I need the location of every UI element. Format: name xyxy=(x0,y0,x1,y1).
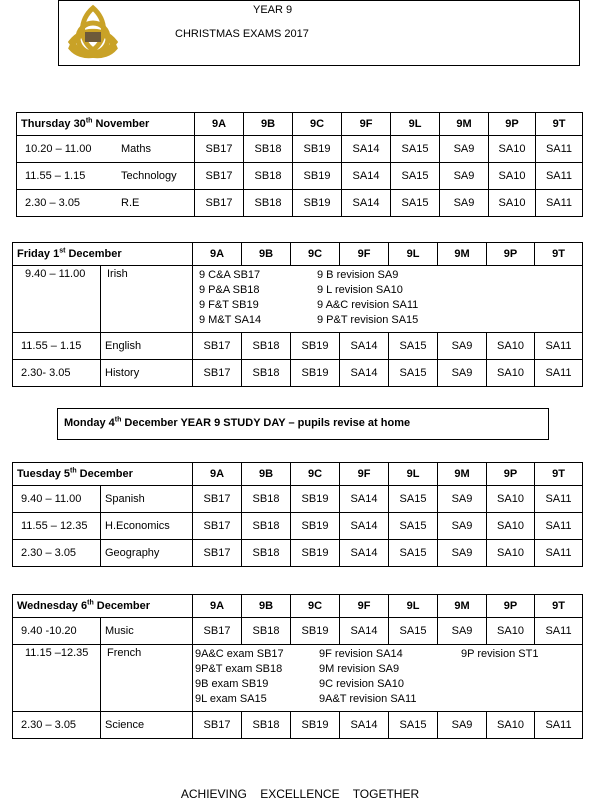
room-cell: SA9 xyxy=(438,540,487,567)
time-cell: 2.30 – 3.05 xyxy=(13,712,101,739)
time-cell: 11.15 –12.35 xyxy=(13,645,101,712)
room-cell: SB17 xyxy=(193,360,242,387)
room-cell: SA10 xyxy=(489,163,536,190)
class-header: 9B xyxy=(242,463,291,486)
room-cell: SA15 xyxy=(391,190,440,217)
room-cell: SB18 xyxy=(242,333,291,360)
room-cell: SB19 xyxy=(291,618,340,645)
class-header: 9A xyxy=(195,113,244,136)
table-row xyxy=(17,136,583,163)
room-cell: SB19 xyxy=(293,136,342,163)
room-cell: SB19 xyxy=(291,712,340,739)
class-header: 9B xyxy=(244,113,293,136)
room-cell: SA10 xyxy=(487,360,535,387)
room-cell: SB18 xyxy=(242,712,291,739)
room-cell: SA14 xyxy=(342,136,391,163)
school-crest-logo xyxy=(63,2,123,62)
room-cell: SA11 xyxy=(535,486,583,513)
room-cell: SA14 xyxy=(340,618,389,645)
room-cell: SB17 xyxy=(193,486,242,513)
class-header: 9M xyxy=(438,595,487,618)
time-cell: 11.55 – 1.15 xyxy=(13,333,101,360)
room-cell: SB18 xyxy=(242,513,291,540)
table-row xyxy=(13,618,583,645)
room-cell: SA9 xyxy=(440,190,489,217)
room-cell: SB18 xyxy=(242,486,291,513)
subject-cell: Geography xyxy=(101,540,193,567)
room-cell: SA11 xyxy=(536,136,583,163)
class-header: 9F xyxy=(340,243,389,266)
room-cell: SB18 xyxy=(242,540,291,567)
tuesday-table xyxy=(12,462,583,567)
room-cell: SB19 xyxy=(291,360,340,387)
room-cell: SA10 xyxy=(487,712,535,739)
subject-cell: History xyxy=(101,360,193,387)
table-row xyxy=(17,190,583,217)
room-cell: SB17 xyxy=(195,136,244,163)
room-cell: SA15 xyxy=(389,618,438,645)
room-cell: SA10 xyxy=(487,333,535,360)
room-cell: SB17 xyxy=(193,513,242,540)
time-cell: 9.40 -10.20 xyxy=(13,618,101,645)
room-cell: SA9 xyxy=(438,513,487,540)
class-header: 9B xyxy=(242,595,291,618)
time-subject-cell: 10.20 – 11.00 Maths xyxy=(17,136,195,163)
room-cell: SA15 xyxy=(389,712,438,739)
class-header: 9T xyxy=(535,243,583,266)
room-cell: SA9 xyxy=(438,618,487,645)
room-cell: SB19 xyxy=(291,540,340,567)
table-row xyxy=(13,513,583,540)
room-cell: SA14 xyxy=(340,360,389,387)
day-heading: Wednesday 6th December xyxy=(13,595,193,618)
class-header: 9T xyxy=(536,113,583,136)
day-heading: Tuesday 5th December xyxy=(13,463,193,486)
room-cell: SA10 xyxy=(487,540,535,567)
time-cell: 9.40 – 11.00 xyxy=(13,266,101,333)
room-cell: SA14 xyxy=(342,163,391,190)
room-cell: SA9 xyxy=(438,712,487,739)
room-cell: SA14 xyxy=(340,513,389,540)
subject-cell: H.Economics xyxy=(101,513,193,540)
room-cell: SB19 xyxy=(293,190,342,217)
table-row xyxy=(17,163,583,190)
class-header: 9A xyxy=(193,595,242,618)
time-cell: 9.40 – 11.00 xyxy=(13,486,101,513)
room-cell: SB17 xyxy=(195,163,244,190)
room-cell: SA11 xyxy=(535,540,583,567)
class-header: 9M xyxy=(438,463,487,486)
table-row xyxy=(13,486,583,513)
table-row xyxy=(13,645,583,712)
subject-cell: Irish xyxy=(101,266,193,333)
room-cell: SA9 xyxy=(438,333,487,360)
room-cell: SA15 xyxy=(389,333,438,360)
subject-cell: Spanish xyxy=(101,486,193,513)
thursday-table xyxy=(16,112,583,217)
irish-room-allocation: 9 C&A SB17 9 B revision SA9 9 P&A SB18 9 L revision SA10 9 F&T SB19 9 A&C revision SA11 9 M&T SA14 9 P&T revision SA15 xyxy=(193,266,583,333)
room-cell: SA15 xyxy=(389,486,438,513)
room-cell: SA15 xyxy=(389,360,438,387)
subject-cell: Science xyxy=(101,712,193,739)
room-cell: SA11 xyxy=(535,360,583,387)
room-cell: SB17 xyxy=(195,190,244,217)
time-cell: 2.30- 3.05 xyxy=(13,360,101,387)
room-cell: SB17 xyxy=(193,333,242,360)
day-heading: Friday 1st December xyxy=(13,243,193,266)
room-cell: SB19 xyxy=(291,333,340,360)
room-cell: SA14 xyxy=(340,333,389,360)
class-header: 9P xyxy=(487,595,535,618)
table-row xyxy=(13,360,583,387)
room-cell: SA14 xyxy=(340,712,389,739)
french-room-allocation: 9A&C exam SB17 9F revision SA14 9P revision ST1 9P&T exam SB18 9M revision SA9 9B exam SB19 9C revision SA10 9L exam SA15 9A&T revision SA11 xyxy=(193,645,583,712)
exam-title: CHRISTMAS EXAMS 2017 xyxy=(175,28,309,40)
room-cell: SA11 xyxy=(536,163,583,190)
room-cell: SA10 xyxy=(489,136,536,163)
subject-cell: English xyxy=(101,333,193,360)
room-cell: SA15 xyxy=(391,163,440,190)
class-header: 9M xyxy=(438,243,487,266)
room-cell: SA15 xyxy=(391,136,440,163)
room-cell: SB19 xyxy=(291,513,340,540)
table-row xyxy=(13,540,583,567)
class-header: 9C xyxy=(291,463,340,486)
year-heading: YEAR 9 xyxy=(253,4,293,16)
room-cell: SB17 xyxy=(193,618,242,645)
room-cell: SB18 xyxy=(244,136,293,163)
subject-cell: Music xyxy=(101,618,193,645)
class-header: 9L xyxy=(389,595,438,618)
room-cell: SA10 xyxy=(489,190,536,217)
class-header: 9F xyxy=(342,113,391,136)
time-cell: 11.55 – 12.35 xyxy=(13,513,101,540)
study-day-notice: Monday 4th December YEAR 9 STUDY DAY – pupils revise at home xyxy=(57,408,549,440)
table-row xyxy=(13,266,583,333)
room-cell: SA14 xyxy=(340,486,389,513)
time-cell: 2.30 – 3.05 xyxy=(13,540,101,567)
table-row xyxy=(13,333,583,360)
school-motto-footer: ACHIEVING EXCELLENCE TOGETHER xyxy=(180,787,420,801)
room-cell: SB18 xyxy=(242,618,291,645)
time-subject-cell: 2.30 – 3.05 R.E xyxy=(17,190,195,217)
room-cell: SA9 xyxy=(440,163,489,190)
class-header: 9P xyxy=(487,243,535,266)
room-cell: SA10 xyxy=(487,486,535,513)
subject-cell: French xyxy=(101,645,193,712)
class-header: 9L xyxy=(389,463,438,486)
room-cell: SB19 xyxy=(293,163,342,190)
header-box xyxy=(58,0,580,66)
class-header: 9A xyxy=(193,463,242,486)
class-header: 9C xyxy=(291,243,340,266)
room-cell: SB17 xyxy=(193,712,242,739)
class-header: 9B xyxy=(242,243,291,266)
room-cell: SA14 xyxy=(340,540,389,567)
class-header: 9P xyxy=(487,463,535,486)
room-cell: SA10 xyxy=(487,513,535,540)
time-subject-cell: 11.55 – 1.15 Technology xyxy=(17,163,195,190)
class-header: 9C xyxy=(291,595,340,618)
room-cell: SA9 xyxy=(438,486,487,513)
room-cell: SA14 xyxy=(342,190,391,217)
room-cell: SA9 xyxy=(438,360,487,387)
class-header: 9F xyxy=(340,463,389,486)
day-heading: Thursday 30th November xyxy=(17,113,195,136)
room-cell: SB19 xyxy=(291,486,340,513)
room-cell: SB18 xyxy=(244,190,293,217)
room-cell: SA9 xyxy=(440,136,489,163)
class-header: 9T xyxy=(535,463,583,486)
room-cell: SA10 xyxy=(487,618,535,645)
room-cell: SB17 xyxy=(193,540,242,567)
class-header: 9T xyxy=(535,595,583,618)
class-header: 9C xyxy=(293,113,342,136)
room-cell: SA11 xyxy=(535,618,583,645)
friday-table xyxy=(12,242,583,387)
room-cell: SA11 xyxy=(535,712,583,739)
room-cell: SA11 xyxy=(535,513,583,540)
room-cell: SA15 xyxy=(389,540,438,567)
class-header: 9L xyxy=(389,243,438,266)
room-cell: SA11 xyxy=(536,190,583,217)
class-header: 9A xyxy=(193,243,242,266)
room-cell: SB18 xyxy=(242,360,291,387)
wednesday-table xyxy=(12,594,583,739)
class-header: 9P xyxy=(489,113,536,136)
room-cell: SB18 xyxy=(244,163,293,190)
room-cell: SA11 xyxy=(535,333,583,360)
class-header: 9L xyxy=(391,113,440,136)
class-header: 9F xyxy=(340,595,389,618)
class-header: 9M xyxy=(440,113,489,136)
table-row xyxy=(13,712,583,739)
room-cell: SA15 xyxy=(389,513,438,540)
